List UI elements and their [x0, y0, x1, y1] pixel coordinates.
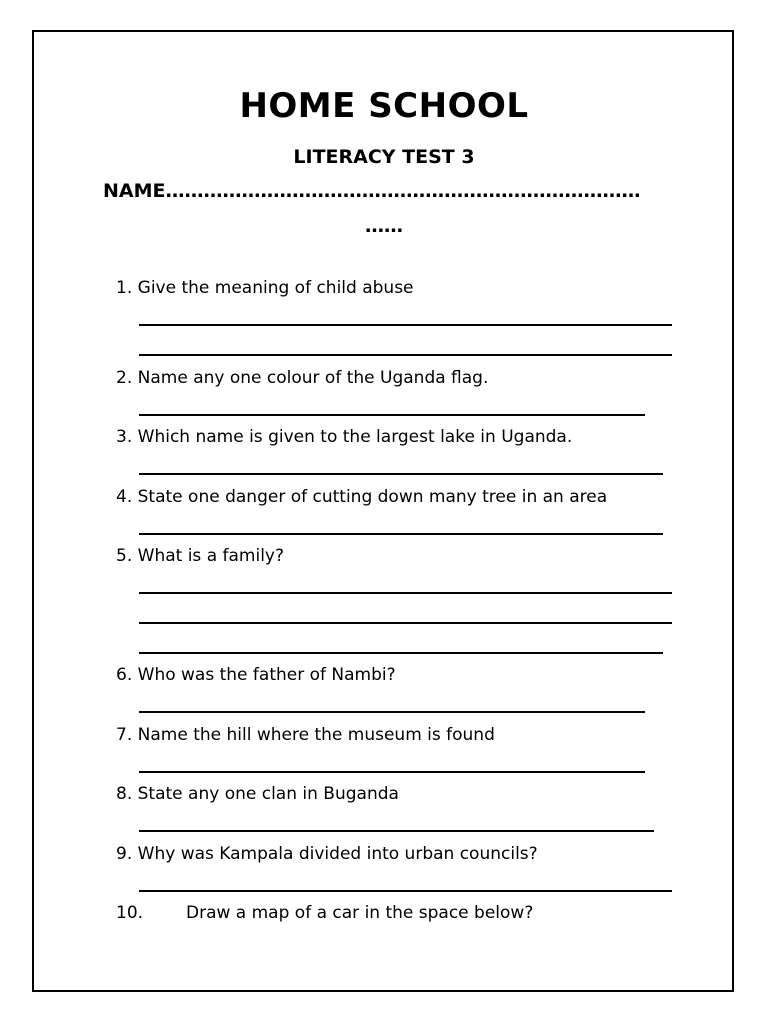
question-4 — [116, 487, 607, 507]
question-text: Why was Kampala divided into urban councils? — [137, 844, 538, 864]
question-number: 2. — [116, 368, 133, 388]
question-text: State one danger of cutting down many tree in an area — [137, 487, 608, 507]
answer-line[interactable] — [139, 414, 645, 416]
question-text: Name any one colour of the Uganda flag. — [137, 368, 489, 388]
question-number: 6. — [116, 665, 133, 685]
question-6 — [116, 665, 396, 685]
question-8 — [116, 784, 399, 804]
question-number: 5. — [116, 546, 133, 566]
question-number: 4. — [116, 487, 133, 507]
question-text: Which name is given to the largest lake in Uganda. — [137, 427, 573, 447]
name-field-label: NAME………………………………………………………………… — [103, 180, 641, 202]
answer-line[interactable] — [139, 533, 663, 535]
question-text: Who was the father of Nambi? — [137, 665, 396, 685]
answer-line[interactable] — [139, 771, 645, 773]
question-1 — [116, 278, 414, 298]
question-9 — [116, 844, 538, 864]
answer-line[interactable] — [139, 711, 645, 713]
question-3 — [116, 427, 572, 447]
question-10 — [116, 903, 533, 923]
name-field-continuation: …… — [365, 215, 403, 237]
question-text: State any one clan in Buganda — [137, 784, 399, 804]
question-number: 8. — [116, 784, 133, 804]
answer-line[interactable] — [139, 890, 672, 892]
question-number: 7. — [116, 725, 133, 745]
question-5 — [116, 546, 284, 566]
question-number: 10. — [116, 903, 144, 923]
answer-line[interactable] — [139, 592, 672, 594]
question-number: 3. — [116, 427, 133, 447]
answer-line[interactable] — [139, 473, 663, 475]
question-text: What is a family? — [137, 546, 285, 566]
answer-line[interactable] — [139, 622, 672, 624]
answer-line[interactable] — [139, 354, 672, 356]
question-text: Name the hill where the museum is found — [137, 725, 495, 745]
question-text: Give the meaning of child abuse — [137, 278, 414, 298]
question-7 — [116, 725, 495, 745]
question-number: 1. — [116, 278, 133, 298]
page-title: HOME SCHOOL — [239, 86, 529, 126]
answer-line[interactable] — [139, 652, 663, 654]
answer-line[interactable] — [139, 324, 672, 326]
test-subtitle: LITERACY TEST 3 — [293, 146, 475, 168]
question-number: 9. — [116, 844, 133, 864]
answer-line[interactable] — [139, 830, 654, 832]
question-2 — [116, 368, 488, 388]
question-text: Draw a map of a car in the space below? — [186, 903, 534, 923]
